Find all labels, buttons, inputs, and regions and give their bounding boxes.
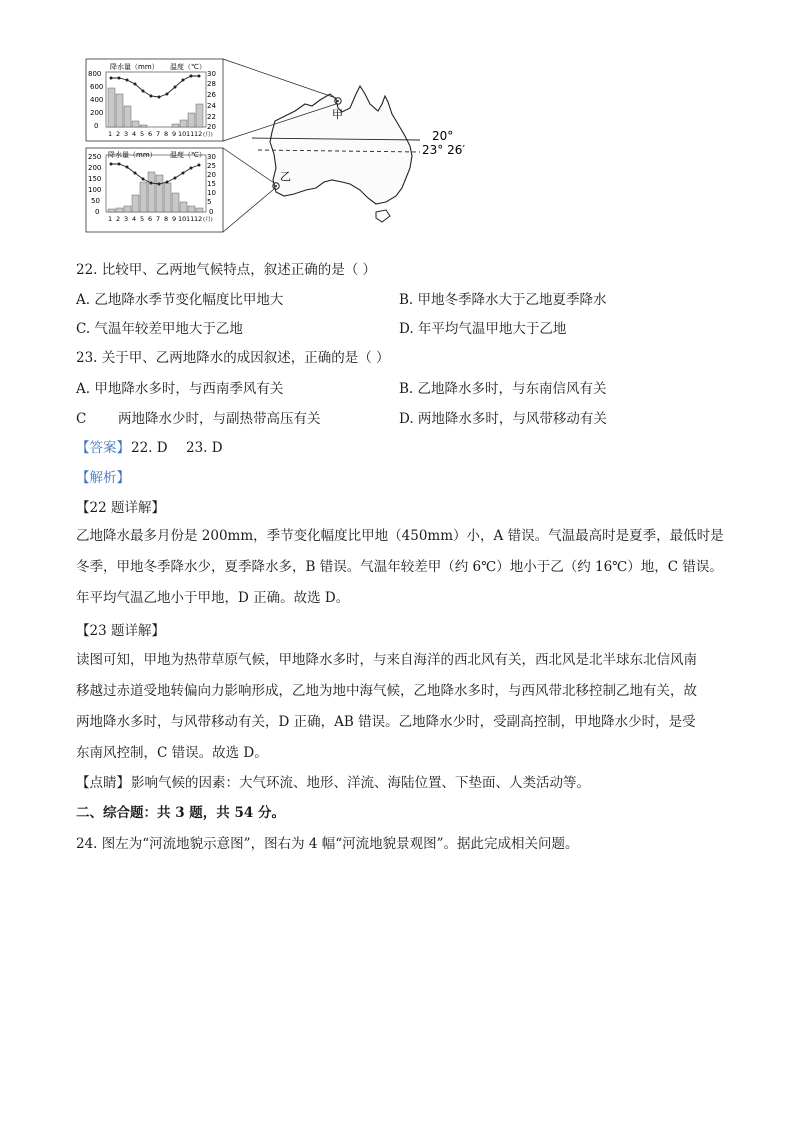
- svg-text:400: 400: [90, 96, 104, 104]
- question-24-stem: 24. 图左为“河流地貌示意图”，图右为 4 幅“河流地貌景观图”。据此完成相关问题。: [76, 836, 579, 852]
- q23-option-a: A. 甲地降水多时，与西南季风有关: [76, 381, 284, 397]
- svg-text:25: 25: [207, 162, 216, 170]
- svg-text:26: 26: [207, 91, 216, 99]
- svg-text:20: 20: [207, 123, 216, 131]
- yi-left-axis-title: 降水量（mm）: [108, 151, 157, 159]
- svg-text:800: 800: [88, 70, 102, 78]
- svg-text:30: 30: [207, 70, 216, 78]
- svg-text:0: 0: [94, 122, 99, 130]
- svg-text:6: 6: [148, 215, 153, 223]
- svg-text:9: 9: [172, 215, 177, 223]
- australia-map: [223, 59, 465, 232]
- svg-text:200: 200: [88, 164, 102, 172]
- q22-option-b: B. 甲地冬季降水大于乙地夏季降水: [399, 292, 607, 308]
- svg-text:600: 600: [90, 83, 104, 91]
- svg-text:200: 200: [90, 109, 104, 117]
- answer-22: 22. D: [131, 440, 168, 456]
- section-2-heading: 二、综合题：共 3 题，共 54 分。: [76, 805, 285, 821]
- lat-20-label: 20°: [432, 129, 454, 143]
- climate-figure-svg: [80, 56, 500, 236]
- tip-text: 影响气候的因素：大气环流、地形、洋流、海陆位置、下垫面、人类活动等。: [131, 775, 590, 791]
- label-yi: 乙: [280, 170, 291, 183]
- detail-23-line: 读图可知，甲地为热带草原气候，甲地降水多时，与来自海洋的西北风有关，西北风是北半球东北信风南: [76, 652, 697, 668]
- lat-2326-label: 23° 26′: [422, 143, 466, 157]
- svg-text:24: 24: [207, 102, 216, 110]
- climate-figure: [80, 56, 500, 236]
- q22-option-c: C. 气温年较差甲地大于乙地: [76, 321, 243, 337]
- detail-22-title: 【22 题详解】: [76, 500, 165, 516]
- svg-text:10: 10: [178, 215, 187, 223]
- svg-text:5: 5: [140, 215, 145, 223]
- analysis-label: 【解析】: [76, 470, 130, 486]
- svg-text:(月): (月): [203, 217, 213, 223]
- q22-option-d: D. 年平均气温甲地大于乙地: [399, 321, 567, 337]
- question-22-stem: 22. 比较甲、乙两地气候特点，叙述正确的是（ ）: [76, 262, 377, 278]
- svg-text:2: 2: [116, 130, 121, 138]
- detail-22-line: 冬季，甲地冬季降水少，夏季降水多，B 错误。气温年较差甲（约 6℃）地小于乙（约 16℃）地，C 错误。: [76, 559, 723, 575]
- svg-text:0: 0: [95, 208, 100, 216]
- svg-text:3: 3: [124, 215, 129, 223]
- svg-text:0: 0: [209, 208, 214, 216]
- svg-text:10: 10: [178, 130, 187, 138]
- climate-chart-yi: [86, 148, 223, 232]
- svg-text:8: 8: [164, 215, 169, 223]
- detail-22-line: 年平均气温乙地小于甲地，D 正确。故选 D。: [76, 590, 350, 606]
- svg-text:22: 22: [207, 113, 216, 121]
- q23-option-b: B. 乙地降水多时，与东南信风有关: [399, 381, 607, 397]
- svg-text:3: 3: [124, 130, 129, 138]
- tip-label: 【点睛】: [76, 775, 130, 791]
- detail-22-line: 乙地降水最多月份是 200mm，季节变化幅度比甲地（450mm）小，A 错误。气温最高时是夏季，最低时是: [76, 528, 724, 544]
- yi-right-axis-title: 温度（℃）: [170, 151, 206, 159]
- svg-text:4: 4: [132, 215, 137, 223]
- svg-text:1: 1: [108, 130, 113, 138]
- svg-text:5: 5: [207, 198, 212, 206]
- climate-chart-jia: [86, 59, 223, 141]
- svg-text:28: 28: [207, 80, 216, 88]
- detail-23-line: 东南风控制，C 错误。故选 D。: [76, 745, 268, 761]
- svg-text:8: 8: [164, 130, 169, 138]
- svg-text:4: 4: [132, 130, 137, 138]
- svg-text:100: 100: [88, 186, 102, 194]
- svg-text:20: 20: [207, 171, 216, 179]
- answer-23: 23. D: [186, 440, 223, 456]
- svg-text:5: 5: [140, 130, 145, 138]
- svg-text:7: 7: [156, 215, 161, 223]
- question-23-stem: 23. 关于甲、乙两地降水的成因叙述，正确的是（ ）: [76, 350, 390, 366]
- svg-text:250: 250: [88, 153, 102, 161]
- detail-23-line: 移越过赤道受地转偏向力影响形成，乙地为地中海气候，乙地降水多时，与西风带北移控制乙地有关，故: [76, 683, 697, 699]
- q22-option-a: A. 乙地降水季节变化幅度比甲地大: [76, 292, 284, 308]
- svg-text:2: 2: [116, 215, 121, 223]
- jia-left-axis-title: 降水量（mm）: [110, 63, 159, 71]
- svg-text:7: 7: [156, 130, 161, 138]
- answer-label: 【答案】: [76, 440, 130, 456]
- detail-22-body: [76, 521, 726, 614]
- svg-text:10: 10: [207, 189, 216, 197]
- label-jia: 甲: [332, 108, 343, 121]
- detail-23-title: 【23 题详解】: [76, 623, 165, 639]
- svg-text:(月): (月): [203, 132, 213, 138]
- svg-text:12: 12: [194, 215, 203, 223]
- detail-23-line: 两地降水多时，与风带移动有关，D 正确，AB 错误。乙地降水少时，受副高控制，甲地降水少时，是受: [76, 714, 696, 730]
- q23-option-d: D. 两地降水多时，与风带移动有关: [399, 411, 607, 427]
- q23-option-c-letter: C: [76, 411, 87, 427]
- svg-text:11: 11: [186, 130, 195, 138]
- svg-text:50: 50: [91, 197, 100, 205]
- svg-text:15: 15: [207, 180, 216, 188]
- q23-option-c-text: 两地降水少时，与副热带高压有关: [118, 411, 321, 427]
- jia-right-axis-title: 温度（℃）: [170, 63, 206, 71]
- svg-text:30: 30: [207, 153, 216, 161]
- svg-text:11: 11: [186, 215, 195, 223]
- svg-text:12: 12: [194, 130, 203, 138]
- svg-text:150: 150: [88, 175, 102, 183]
- detail-23-body: [76, 645, 726, 769]
- svg-text:6: 6: [148, 130, 153, 138]
- svg-text:9: 9: [172, 130, 177, 138]
- svg-text:1: 1: [108, 215, 113, 223]
